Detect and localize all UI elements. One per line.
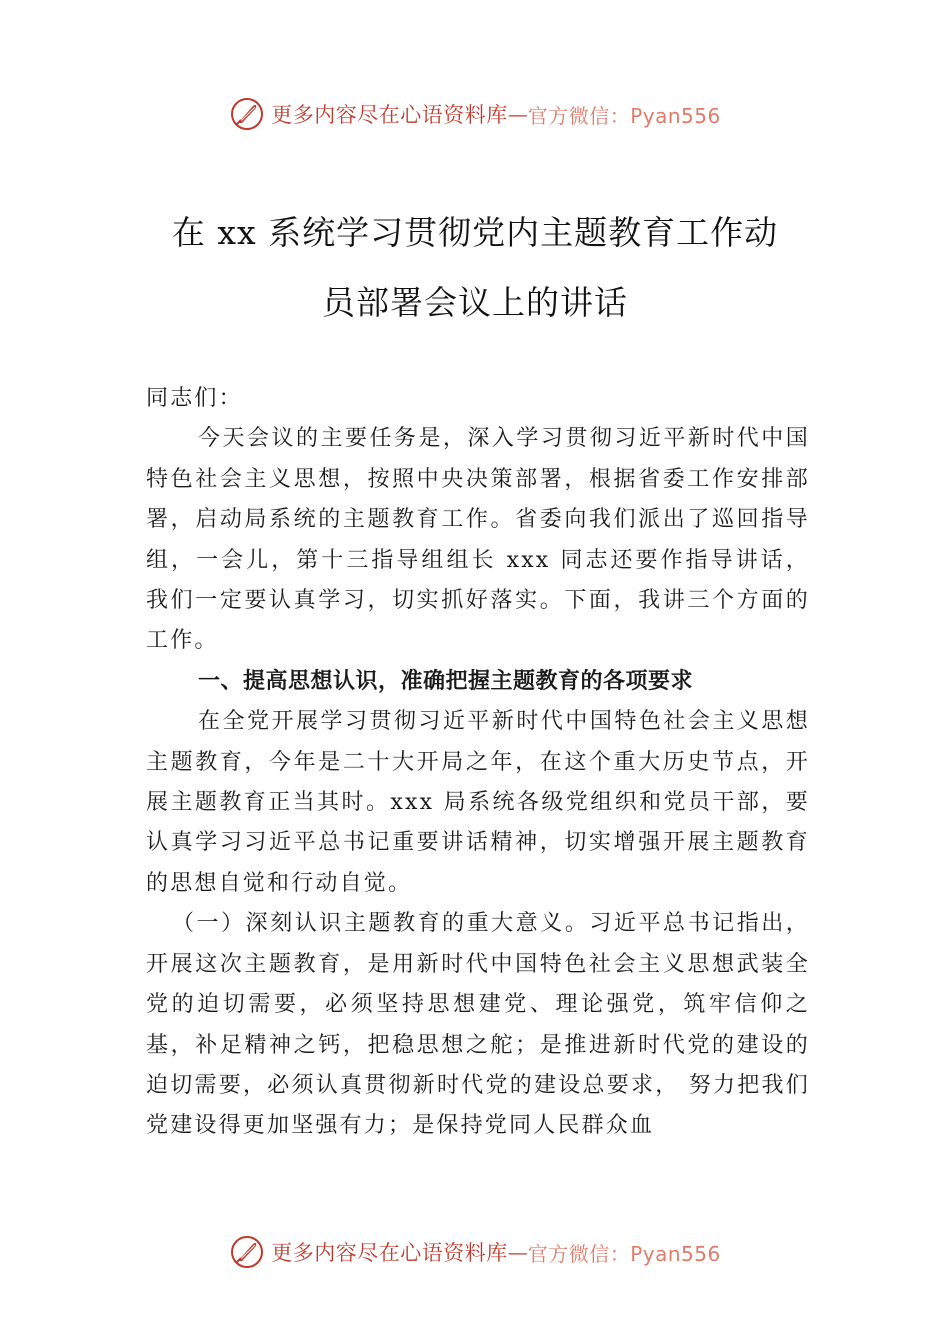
feather-pen-logo-icon [229,96,265,132]
title-line-2: 员部署会议上的讲话 [322,283,628,322]
paragraph-intro: 今天会议的主要任务是，深入学习贯彻习近平新时代中国特色社会主义思想，按照中央决策部署，根据省委工作安排部署，启动局系统的主题教育工作。省委向我们派出了巡回指导组，一会儿，第十三指导组组长 xxx 同志还要作指导讲话，我们一定要认真学习，切实抓好落实。下面，我讲三个方面的工作。 [146,426,810,654]
footer-banner [0,1230,950,1274]
banner-slogan: 更多内容尽在心语资料库 [271,1241,508,1265]
section-heading-1: 一、提高思想认识，准确把握主题教育的各项要求 [198,668,694,694]
document-body [146,379,810,1147]
banner-slogan: 更多内容尽在心语资料库 [271,103,508,127]
banner-separator: — [507,1240,528,1264]
feather-pen-logo-icon [229,1234,265,1270]
paragraph-subsection-1: （一）深刻认识主题教育的重大意义。习近平总书记指出，开展这次主题教育，是用新时代中国特色社会主义思想武装全党的迫切需要，必须坚持思想建党、理论强党，筑牢信仰之基，补足精神之钙，把稳思想之舵；是推进新时代党的建设的迫切需要，必须认真贯彻新时代党的建设总要求， 努力把我们党建设得更加坚强有力；是保持党同人民群众血 [146,911,810,1139]
document-title [100,198,850,338]
banner-contact: 官方微信：Pyan556 [527,1241,721,1266]
header-banner [0,92,950,136]
banner-separator: — [507,102,528,126]
banner-contact: 官方微信：Pyan556 [527,103,721,128]
paragraph-section-1: 在全党开展学习贯彻习近平新时代中国特色社会主义思想主题教育，今年是二十大开局之年，在这个重大历史节点，开展主题教育正当其时。xxx 局系统各级党组织和党员干部，要认真学习习近平总书记重要讲话精神，切实增强开展主题教育的思想自觉和行动自觉。 [146,709,810,896]
title-line-1: 在 xx 系统学习贯彻党内主题教育工作动 [171,213,779,252]
salutation: 同志们： [146,386,243,411]
